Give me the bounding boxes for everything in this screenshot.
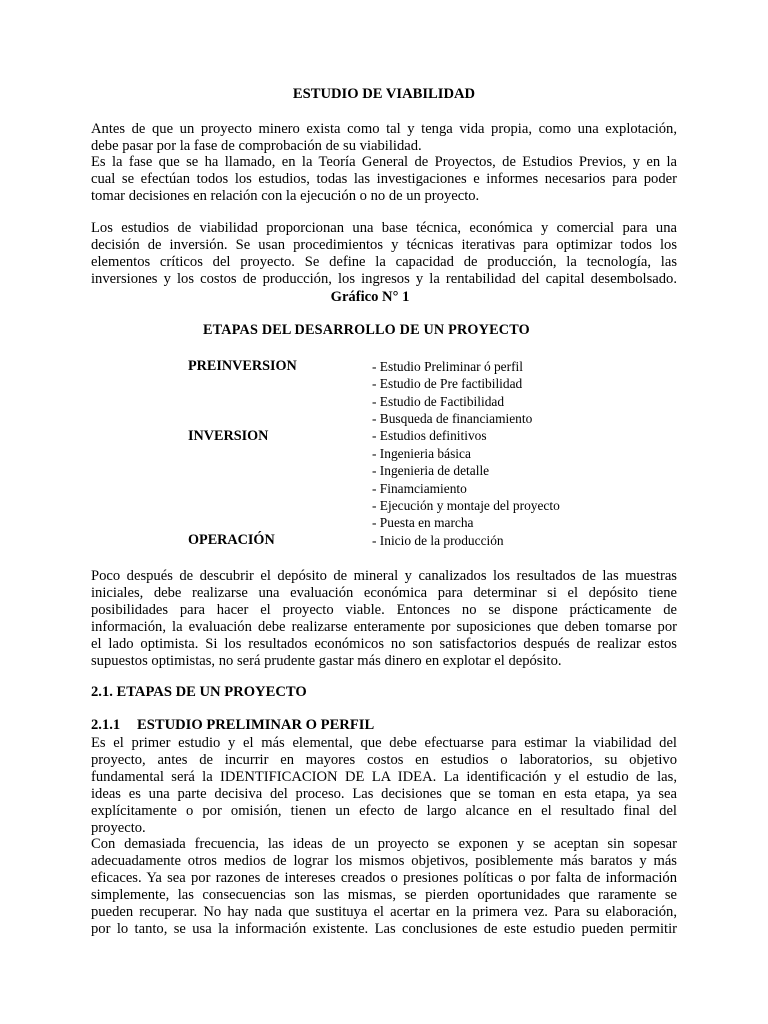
text-line: por lo tanto, se usa la información existente. Las conclusiones de este estudio pueden permitir — [91, 920, 677, 937]
text-line: Los estudios de viabilidad proporcionan una base técnica, económica y comercial para una — [91, 220, 677, 236]
stage-step: - Ingenieria de detalle — [372, 463, 490, 478]
section-title: ESTUDIO PRELIMINAR O PERFIL — [137, 717, 375, 733]
text-line: proyecto, antes de incurrir en mayores costos en estudios o laboratorios, su objetivo — [91, 751, 677, 768]
after-figure-paragraph — [91, 568, 677, 669]
perfil-paragraph-2 — [91, 836, 677, 937]
text-line: proyecto. — [91, 819, 146, 836]
stage-step: - Finamciamiento — [372, 481, 467, 496]
figure-title: ETAPAS DEL DESARROLLO DE UN PROYECTO — [203, 322, 530, 338]
stage-step: - Estudio de Factibilidad — [372, 394, 505, 409]
text-line: Antes de que un proyecto minero exista como tal y tenga vida propia, como una explotación, — [91, 121, 677, 137]
text-line: posibilidades para hacer el proyecto viable. Entonces no se dispone prácticamente de — [91, 601, 677, 618]
intro-paragraph-2 — [91, 154, 677, 205]
text-line: iniciales, debe realizarse una evaluación económica para determinar si el depósito tiene — [91, 584, 677, 601]
text-line: el lado optimista. Si los resultados económicos no son satisfactorios después de realizar estos — [91, 635, 677, 652]
perfil-paragraph-1 — [91, 735, 677, 836]
text-line: pueden recuperar. No hay nada que sustituya el acertar en la primera vez. Para su elaboración, — [91, 903, 677, 920]
stage-step: - Ingenieria básica — [372, 446, 471, 461]
stage-inversion: INVERSION — [188, 428, 269, 444]
text-line: explícitamente o por omisión, tienen un efecto de largo alcance en el resultado final del — [91, 802, 677, 819]
text-line: Con demasiada frecuencia, las ideas de un proyecto se exponen y se aceptan sin sopesar — [91, 836, 677, 852]
section-number: 2.1.1 — [91, 717, 121, 733]
stage-step: - Estudio de Pre factibilidad — [372, 376, 523, 391]
text-line: decisión de inversión. Se usan procedimientos y técnicas iterativas para optimizar todos los — [91, 236, 677, 253]
text-line: ideas es una parte decisiva del proceso. Las decisiones que se toman en esta etapa, ya sea — [91, 785, 677, 802]
text-line: adecuadamente otros medios de lograr los mismos objetivos, posiblemente más baratos y más — [91, 852, 677, 869]
text-line: elementos críticos del proyecto. Se define la capacidad de producción, la tecnología, las — [91, 253, 677, 270]
stage-preinversion: PREINVERSION — [188, 358, 297, 374]
stage-step: - Puesta en marcha — [372, 515, 474, 530]
stage-step: - Ejecución y montaje del proyecto — [372, 498, 560, 513]
stage-step: - Estudios definitivos — [372, 428, 487, 443]
text-line: eficaces. Ya sea por razones de intereses creados o presiones políticas o por falta de información — [91, 869, 677, 886]
figure-label: Gráfico N° 1 — [330, 289, 410, 305]
stage-step: - Busqueda de financiamiento — [372, 411, 533, 426]
text-line: Es la fase que se ha llamado, en la Teoría General de Proyectos, de Estudios Previos, y en la — [91, 154, 677, 170]
text-line: supuestos optimistas, no será prudente gastar más dinero en explotar el depósito. — [91, 652, 562, 669]
stage-operacion: OPERACIÓN — [188, 532, 275, 548]
section-heading-2-1: 2.1. ETAPAS DE UN PROYECTO — [91, 684, 307, 700]
text-line: Es el primer estudio y el más elemental, que debe efectuarse para estimar la viabilidad del — [91, 735, 677, 751]
text-line: debe pasar por la fase de comprobación de su viabilidad. — [91, 137, 422, 154]
text-line: fundamental será la IDENTIFICACION DE LA IDEA. La identificación y el estudio de las, — [91, 768, 677, 785]
text-line: información, la evaluación debe realizarse enteramente por suposiciones que deben tomarse por — [91, 618, 677, 635]
stage-step: - Inicio de la producción — [372, 533, 504, 548]
document-title: ESTUDIO DE VIABILIDAD — [292, 86, 476, 102]
text-line: tomar decisiones en relación con la ejecución o no de un proyecto. — [91, 187, 480, 204]
section-heading-2-1-1 — [91, 717, 374, 734]
stage-step: - Estudio Preliminar ó perfil — [372, 359, 523, 374]
text-line: cual se efectúan todos los estudios, todas las investigaciones e informes necesarios para poder — [91, 170, 677, 187]
text-line: simplemente, las consecuencias son las mismas, se pierden oportunidades que raramente se — [91, 886, 677, 903]
intro-paragraph-1 — [91, 121, 677, 155]
text-line: inversiones y los costos de producción, los ingresos y la rentabilidad del capital desembolsado. — [91, 270, 677, 287]
intro-paragraph-3 — [91, 220, 677, 288]
text-line: Poco después de descubrir el depósito de mineral y canalizados los resultados de las muestras — [91, 568, 677, 584]
